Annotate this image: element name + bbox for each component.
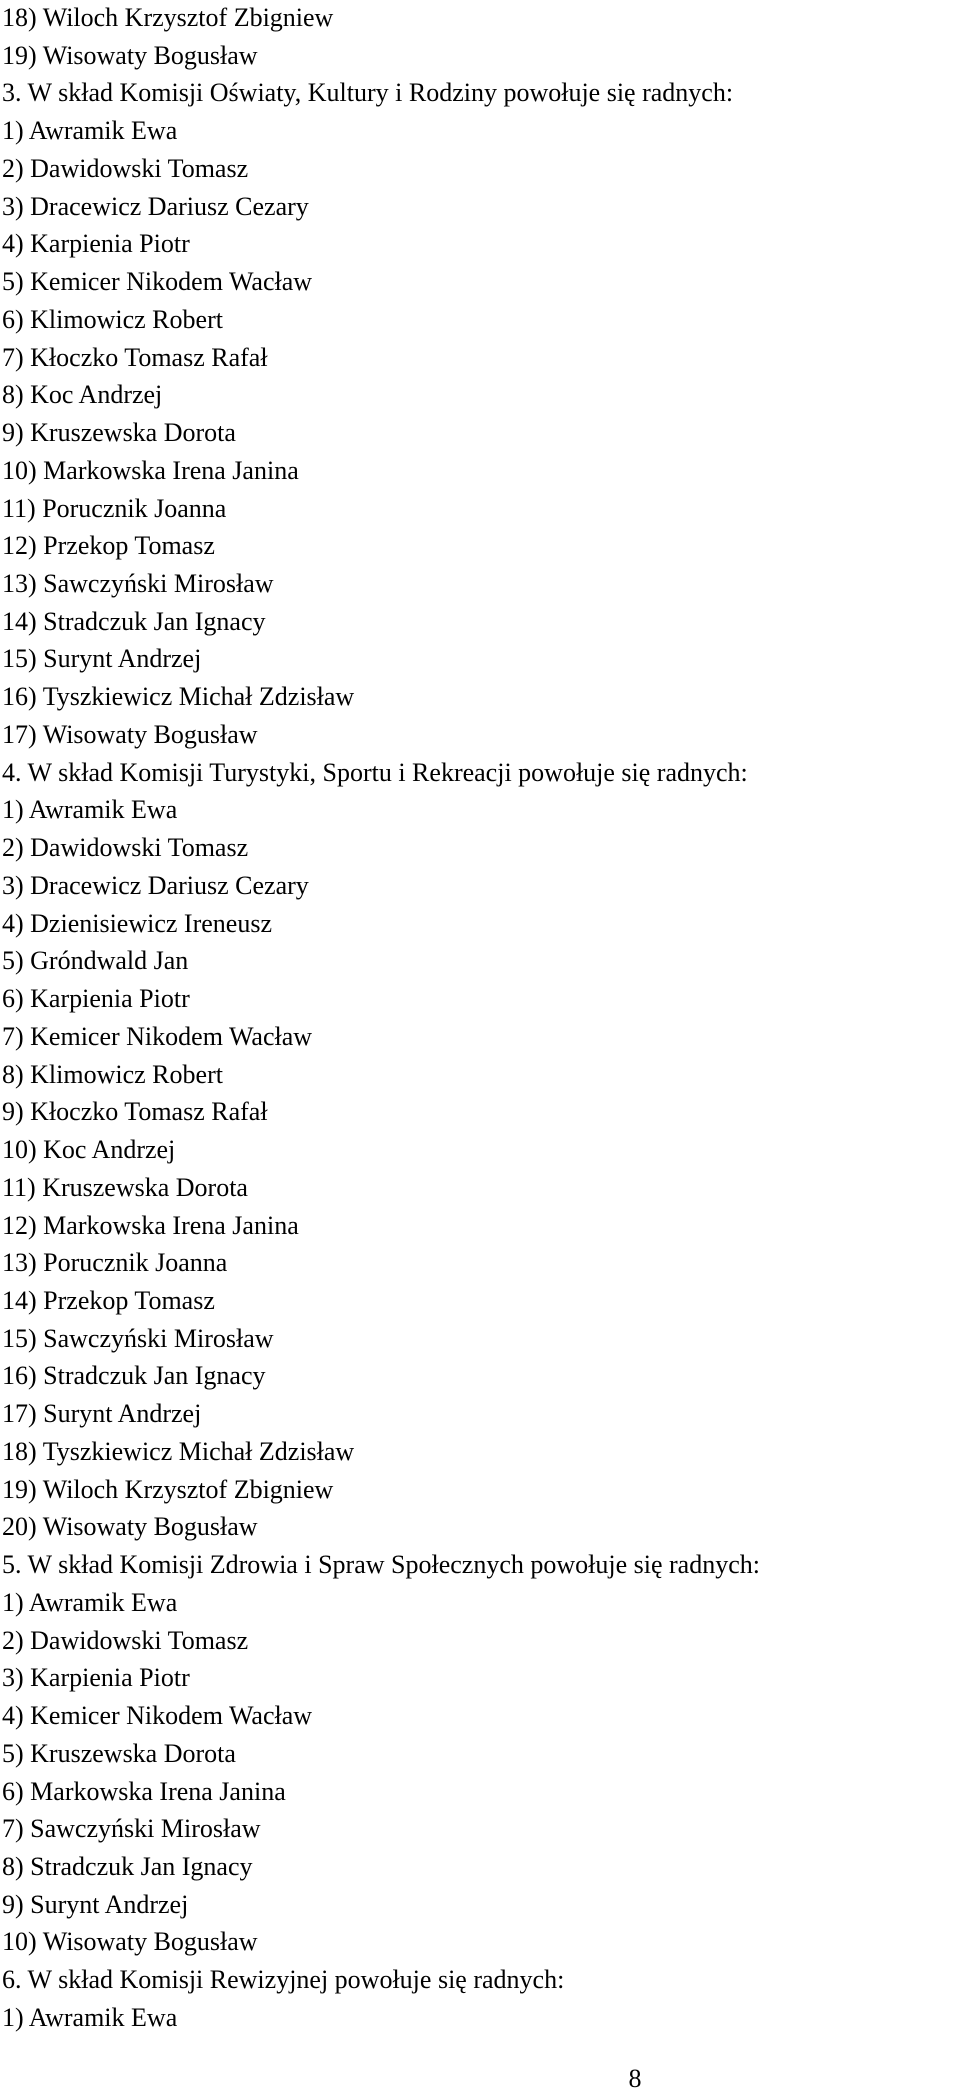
list-item: 15) Surynt Andrzej bbox=[2, 644, 202, 674]
list-item: 13) Porucznik Joanna bbox=[2, 1248, 228, 1278]
list-item: 6) Klimowicz Robert bbox=[2, 304, 223, 334]
list-item: 5) Gróndwald Jan bbox=[2, 946, 189, 976]
list-item: 15) Sawczyński Mirosław bbox=[2, 1323, 274, 1353]
list-item: 8) Stradczuk Jan Ignacy bbox=[2, 1851, 253, 1881]
list-item: 9) Kłoczko Tomasz Rafał bbox=[2, 1097, 268, 1127]
list-item: 12) Przekop Tomasz bbox=[2, 531, 215, 561]
list-item: 11) Porucznik Joanna bbox=[2, 493, 227, 523]
list-item: 10) Wisowaty Bogusław bbox=[2, 1927, 258, 1957]
list-item: 1) Awramik Ewa bbox=[2, 116, 178, 146]
list-item: 5) Kemicer Nikodem Wacław bbox=[2, 267, 313, 297]
list-item: 5) Kruszewska Dorota bbox=[2, 1738, 236, 1768]
list-item: 11) Kruszewska Dorota bbox=[2, 1172, 248, 1202]
list-item: 8) Koc Andrzej bbox=[2, 380, 163, 410]
list-item: 6) Karpienia Piotr bbox=[2, 984, 190, 1014]
list-item: 14) Przekop Tomasz bbox=[2, 1285, 215, 1315]
list-item: 10) Koc Andrzej bbox=[2, 1135, 176, 1165]
list-item: 18) Wiloch Krzysztof Zbigniew bbox=[2, 3, 334, 32]
section-heading: 4. W skład Komisji Turystyki, Sportu i Rekreacji powołuje się radnych: bbox=[2, 757, 748, 787]
list-item: 3) Dracewicz Dariusz Cezary bbox=[2, 870, 309, 900]
list-item: 2) Dawidowski Tomasz bbox=[2, 833, 249, 863]
list-item: 18) Tyszkiewicz Michał Zdzisław bbox=[2, 1436, 355, 1466]
list-item: 4) Kemicer Nikodem Wacław bbox=[2, 1701, 313, 1731]
list-item: 17) Surynt Andrzej bbox=[2, 1399, 202, 1429]
list-item: 9) Surynt Andrzej bbox=[2, 1889, 189, 1919]
section-heading: 6. W skład Komisji Rewizyjnej powołuje się radnych: bbox=[2, 1965, 565, 1995]
list-item: 1) Awramik Ewa bbox=[2, 795, 178, 825]
list-item: 17) Wisowaty Bogusław bbox=[2, 719, 258, 749]
list-item: 16) Stradczuk Jan Ignacy bbox=[2, 1361, 266, 1391]
list-item: 4) Karpienia Piotr bbox=[2, 229, 190, 259]
list-item: 1) Awramik Ewa bbox=[2, 1587, 178, 1617]
list-item: 7) Kemicer Nikodem Wacław bbox=[2, 1021, 313, 1051]
section-heading: 5. W skład Komisji Zdrowia i Spraw Społecznych powołuje się radnych: bbox=[2, 1550, 760, 1580]
list-item: 16) Tyszkiewicz Michał Zdzisław bbox=[2, 682, 355, 712]
list-item: 8) Klimowicz Robert bbox=[2, 1059, 223, 1089]
list-item: 4) Dzienisiewicz Ireneusz bbox=[2, 908, 272, 938]
list-item: 7) Kłoczko Tomasz Rafał bbox=[2, 342, 268, 372]
page-number: 8 bbox=[628, 2064, 642, 2093]
list-item: 19) Wisowaty Bogusław bbox=[2, 40, 258, 70]
list-item: 19) Wiloch Krzysztof Zbigniew bbox=[2, 1474, 334, 1504]
list-item: 20) Wisowaty Bogusław bbox=[2, 1512, 258, 1542]
list-item: 9) Kruszewska Dorota bbox=[2, 418, 236, 448]
list-item: 10) Markowska Irena Janina bbox=[2, 455, 299, 485]
list-item: 6) Markowska Irena Janina bbox=[2, 1776, 286, 1806]
list-item: 2) Dawidowski Tomasz bbox=[2, 1625, 249, 1655]
list-item: 7) Sawczyński Mirosław bbox=[2, 1814, 261, 1844]
list-item: 3) Karpienia Piotr bbox=[2, 1663, 190, 1693]
list-item: 1) Awramik Ewa bbox=[2, 2002, 178, 2032]
list-item: 3) Dracewicz Dariusz Cezary bbox=[2, 191, 309, 221]
list-item: 2) Dawidowski Tomasz bbox=[2, 153, 249, 183]
section-heading: 3. W skład Komisji Oświaty, Kultury i Rodziny powołuje się radnych: bbox=[2, 78, 734, 108]
list-item: 12) Markowska Irena Janina bbox=[2, 1210, 299, 1240]
list-item: 13) Sawczyński Mirosław bbox=[2, 569, 274, 599]
list-item: 14) Stradczuk Jan Ignacy bbox=[2, 606, 266, 636]
document-body bbox=[2, 0, 760, 2037]
